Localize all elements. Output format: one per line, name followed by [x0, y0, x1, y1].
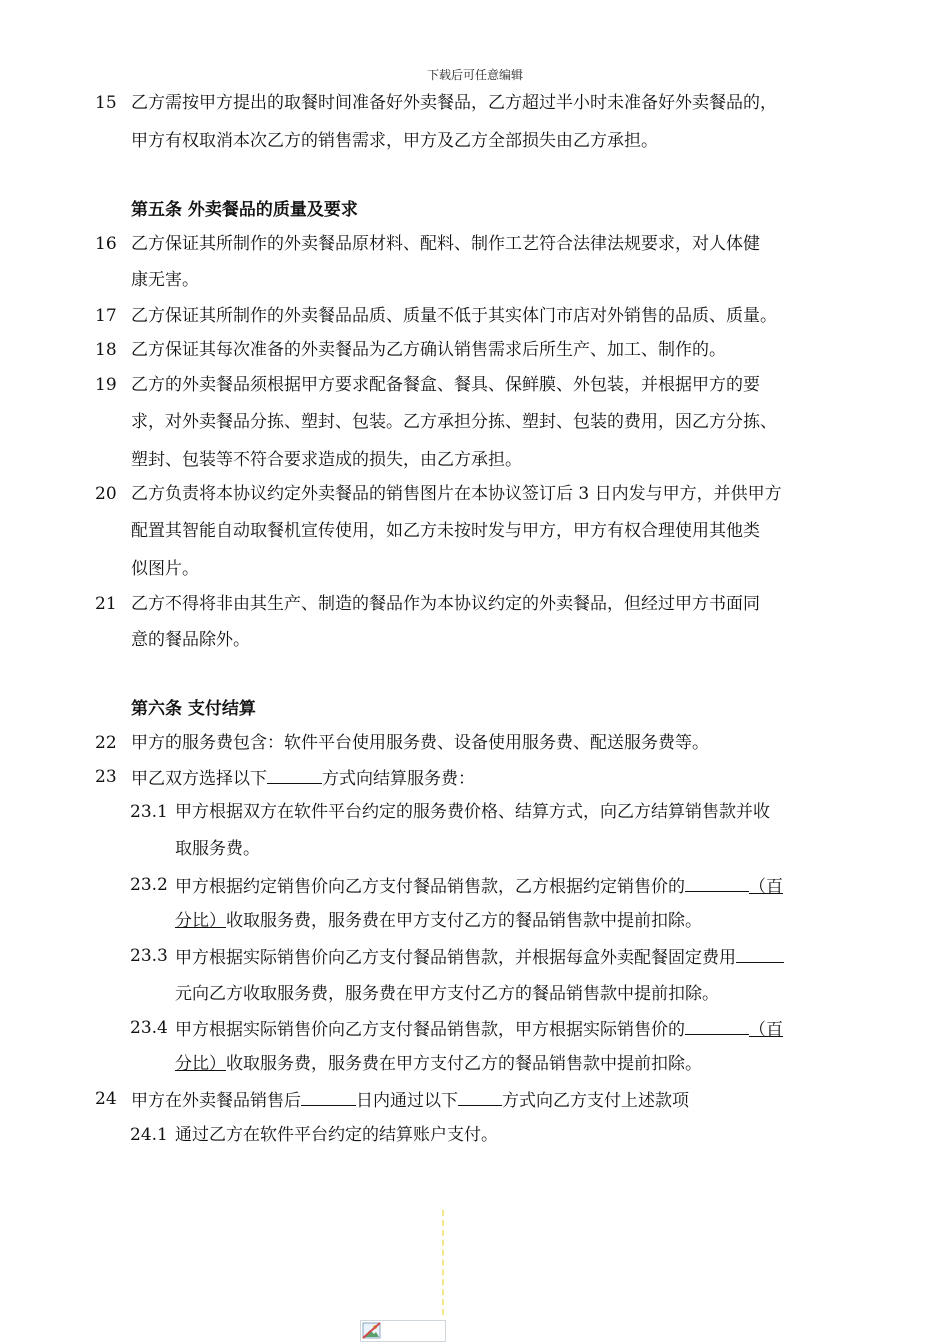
subclause-text: 分比）收取服务费，服务费在甲方支付乙方的餐品销售款中提前扣除。: [175, 911, 702, 931]
clause-text: 甲方在外卖餐品销售后 日内通过以下 方式向乙方支付上述款项: [131, 1091, 689, 1111]
subclause-number: 23.1: [130, 802, 168, 822]
clause-text: 甲乙双方选择以下 方式向结算服务费：: [131, 769, 475, 789]
clause-number: 22: [95, 733, 117, 753]
clause-number: 23: [95, 767, 117, 787]
fill-in-blank[interactable]: [685, 1018, 749, 1035]
subclause-text: 甲方根据实际销售价向乙方支付餐品销售款，甲方根据实际销售价的 （百: [175, 1020, 783, 1040]
subclause-number: 24.1: [130, 1125, 168, 1145]
subclause-text: 甲方根据双方在软件平台约定的服务费价格、结算方式，向乙方结算销售款并收: [175, 802, 770, 822]
fill-in-blank[interactable]: [458, 1089, 502, 1106]
clause-text: 乙方不得将非由其生产、制造的餐品作为本协议约定的外卖餐品，但经过甲方书面同: [131, 594, 760, 614]
subclause-number: 23.2: [130, 875, 168, 895]
clause-number: 15: [95, 93, 117, 113]
broken-image-icon: [360, 1320, 446, 1342]
clause-number: 17: [95, 306, 117, 326]
fill-in-blank[interactable]: [736, 946, 784, 963]
page-header: 下载后可任意编辑: [426, 68, 523, 82]
clause-number: 19: [95, 375, 117, 395]
clause-number: 24: [95, 1089, 117, 1109]
dashed-divider: [442, 1210, 444, 1315]
clause-text: 塑封、包装等不符合要求造成的损失，由乙方承担。: [131, 450, 522, 470]
subclause-text: 甲方根据约定销售价向乙方支付餐品销售款，乙方根据约定销售价的 （百: [175, 877, 783, 897]
section-heading-5: 第五条 外卖餐品的质量及要求: [131, 200, 358, 220]
fill-in-blank[interactable]: [267, 767, 322, 784]
clause-text: 康无害。: [131, 270, 199, 290]
clause-text: 乙方的外卖餐品须根据甲方要求配备餐盒、餐具、保鲜膜、外包装，并根据甲方的要: [131, 375, 760, 395]
clause-number: 18: [95, 340, 117, 360]
clause-text: 甲方有权取消本次乙方的销售需求，甲方及乙方全部损失由乙方承担。: [131, 131, 658, 151]
clause-text: 乙方需按甲方提出的取餐时间准备好外卖餐品，乙方超过半小时未准备好外卖餐品的，: [131, 93, 777, 113]
clause-number: 21: [95, 594, 117, 614]
fill-in-blank[interactable]: [685, 875, 749, 892]
subclause-text: 甲方根据实际销售价向乙方支付餐品销售款，并根据每盒外卖配餐固定费用: [175, 946, 784, 968]
clause-text: 似图片。: [131, 559, 199, 579]
clause-text: 乙方保证其所制作的外卖餐品品质、质量不低于其实体门市店对外销售的品质、质量。: [131, 306, 777, 326]
subclause-number: 23.3: [130, 946, 168, 966]
fill-in-blank[interactable]: [301, 1089, 356, 1106]
subclause-text: 元向乙方收取服务费，服务费在甲方支付乙方的餐品销售款中提前扣除。: [175, 984, 719, 1004]
clause-text: 乙方保证其所制作的外卖餐品原材料、配料、制作工艺符合法律法规要求，对人体健: [131, 234, 760, 254]
clause-number: 16: [95, 234, 117, 254]
clause-number: 20: [95, 484, 117, 504]
clause-text: 乙方保证其每次准备的外卖餐品为乙方确认销售需求后所生产、加工、制作的。: [131, 340, 726, 360]
subclause-text: 分比）收取服务费，服务费在甲方支付乙方的餐品销售款中提前扣除。: [175, 1054, 702, 1074]
subclause-number: 23.4: [130, 1018, 168, 1038]
clause-text: 求，对外卖餐品分拣、塑封、包装。乙方承担分拣、塑封、包装的费用，因乙方分拣、: [131, 412, 777, 432]
subclause-text: 通过乙方在软件平台约定的结算账户支付。: [175, 1125, 498, 1145]
clause-text: 甲方的服务费包含：软件平台使用服务费、设备使用服务费、配送服务费等。: [131, 733, 709, 753]
section-heading-6: 第六条 支付结算: [131, 699, 256, 719]
clause-text: 乙方负责将本协议约定外卖餐品的销售图片在本协议签订后 3 日内发与甲方，并供甲方: [131, 484, 782, 504]
clause-text: 配置其智能自动取餐机宣传使用，如乙方未按时发与甲方，甲方有权合理使用其他类: [131, 521, 760, 541]
subclause-text: 取服务费。: [175, 839, 260, 859]
clause-text: 意的餐品除外。: [131, 630, 250, 650]
